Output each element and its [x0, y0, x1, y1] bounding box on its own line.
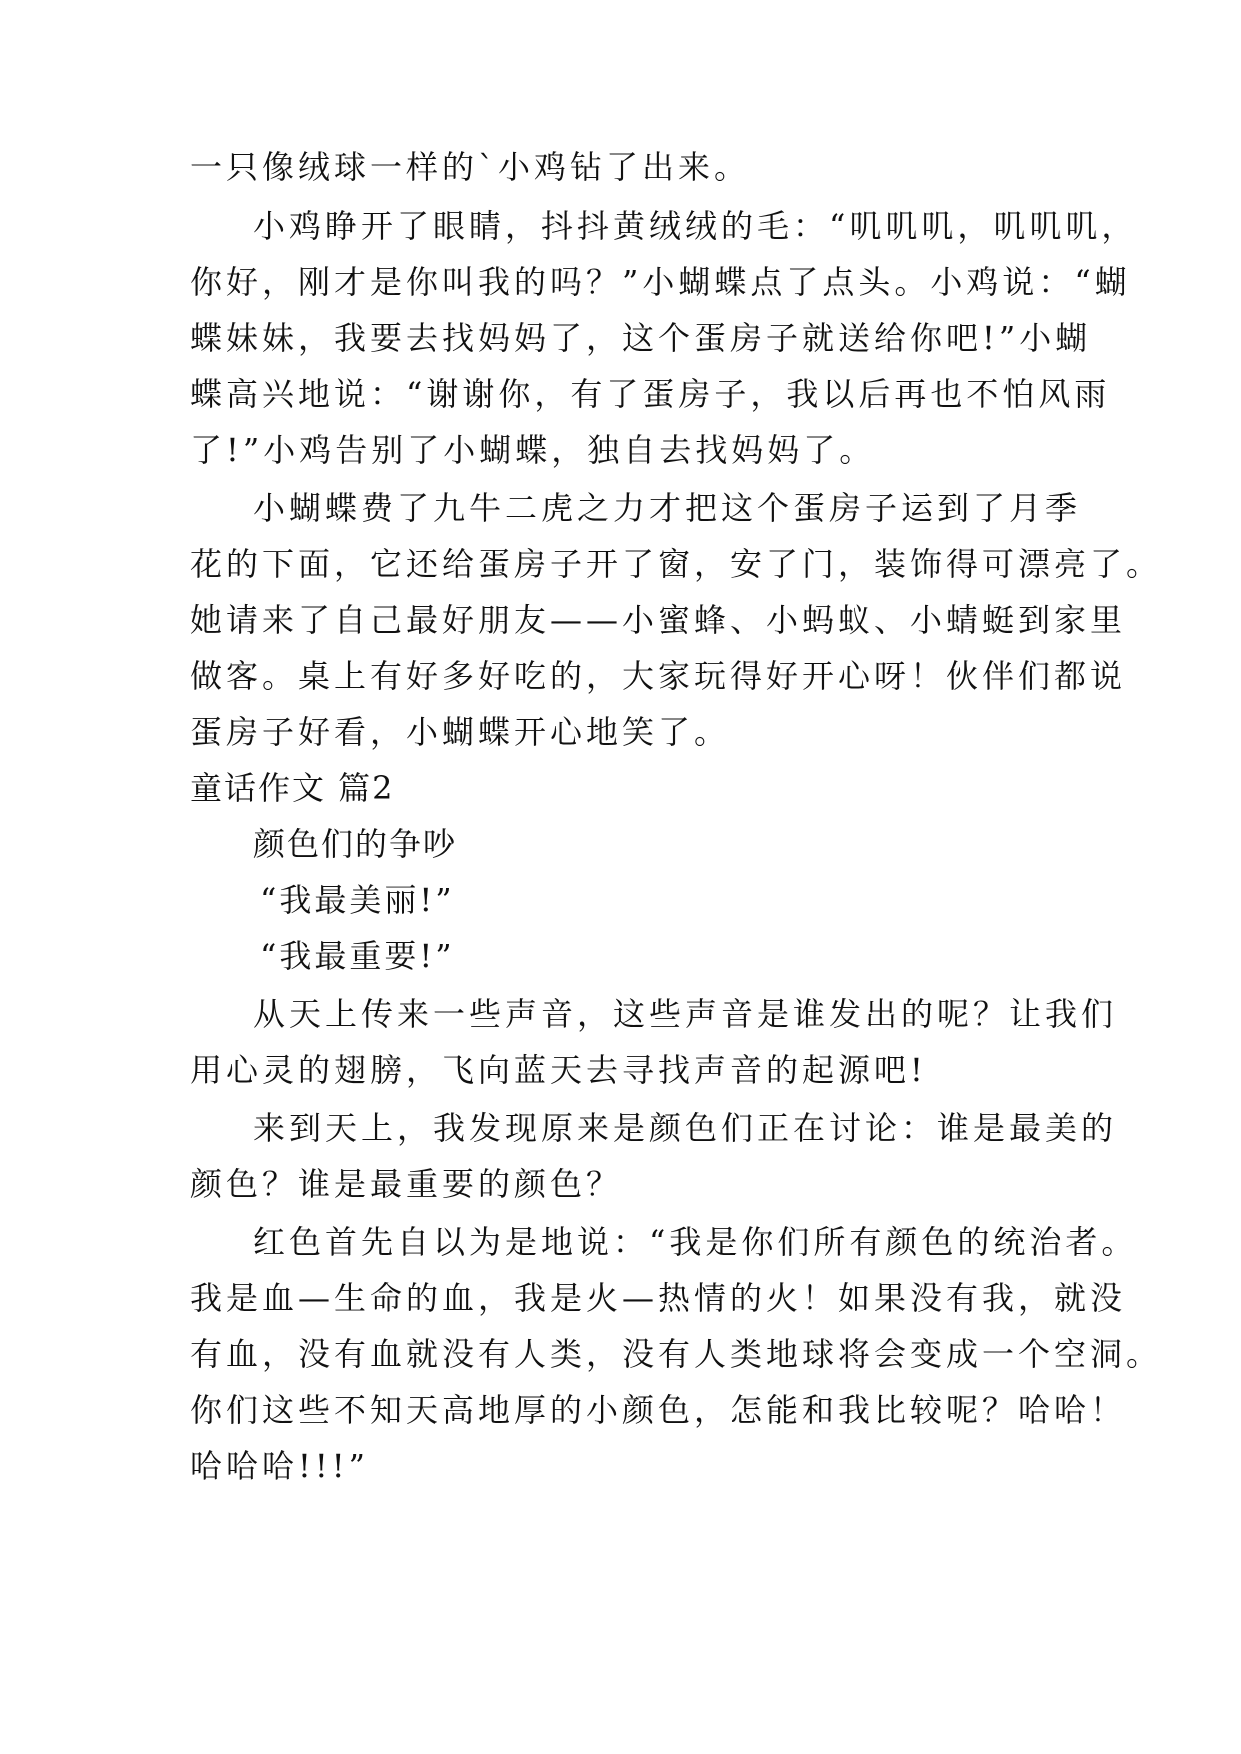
text-line-1: 一只像绒球一样的`小鸡钻了出来。 — [190, 148, 751, 186]
text-line-17: 用心灵的翅膀，飞向蓝天去寻找声音的起源吧! — [190, 1051, 927, 1089]
text-line-4: 蝶妹妹，我要去找妈妈了，这个蛋房子就送给你吧!”小蝴 — [190, 319, 1092, 357]
section-heading: 童话作文 篇2 — [190, 769, 395, 807]
story-title: 颜色们的争吵 — [253, 825, 458, 863]
text-line-19: 颜色？谁是最重要的颜色？ — [190, 1165, 623, 1203]
text-line-11: 蛋房子好看，小蝴蝶开心地笑了。 — [190, 713, 731, 751]
text-line-23: 你们这些不知天高地厚的小颜色，怎能和我比较呢？哈哈！ — [190, 1391, 1127, 1429]
text-line-10: 做客。桌上有好多好吃的，大家玩得好开心呀！伙伴们都说 — [190, 657, 1127, 695]
text-line-21: 我是血—生命的血，我是火—热情的火！如果没有我，就没 — [190, 1279, 1127, 1317]
text-line-9: 她请来了自己最好朋友——小蜜蜂、小蚂蚁、小蜻蜓到家里 — [190, 601, 1127, 639]
paragraph-start-line: 来到天上，我发现原来是颜色们正在讨论：谁是最美的 — [253, 1109, 1118, 1147]
paragraph-start-line: 小鸡睁开了眼睛，抖抖黄绒绒的毛：“叽叽叽，叽叽叽， — [253, 207, 1138, 245]
paragraph-start-line: 小蝴蝶费了九牛二虎之力才把这个蛋房子运到了月季 — [253, 489, 1082, 527]
text-line-5: 蝶高兴地说：“谢谢你，有了蛋房子，我以后再也不怕风雨 — [190, 375, 1111, 413]
text-line-22: 有血，没有血就没有人类，没有人类地球将会变成一个空洞。 — [190, 1335, 1163, 1373]
text-line-6: 了!”小鸡告别了小蝴蝶，独自去找妈妈了。 — [190, 431, 876, 469]
text-line-24: 哈哈哈!!!” — [190, 1447, 369, 1485]
paragraph-start-line: 从天上传来一些声音，这些声音是谁发出的呢？让我们 — [253, 995, 1118, 1033]
quote-line-1: “我最美丽!” — [260, 881, 455, 919]
quote-line-2: “我最重要!” — [260, 937, 455, 975]
text-line-8: 花的下面，它还给蛋房子开了窗，安了门，装饰得可漂亮了。 — [190, 545, 1163, 583]
paragraph-start-line: 红色首先自以为是地说：“我是你们所有颜色的统治者。 — [253, 1223, 1138, 1261]
text-line-3: 你好，刚才是你叫我的吗？”小蝴蝶点了点头。小鸡说：“蝴 — [190, 263, 1131, 301]
